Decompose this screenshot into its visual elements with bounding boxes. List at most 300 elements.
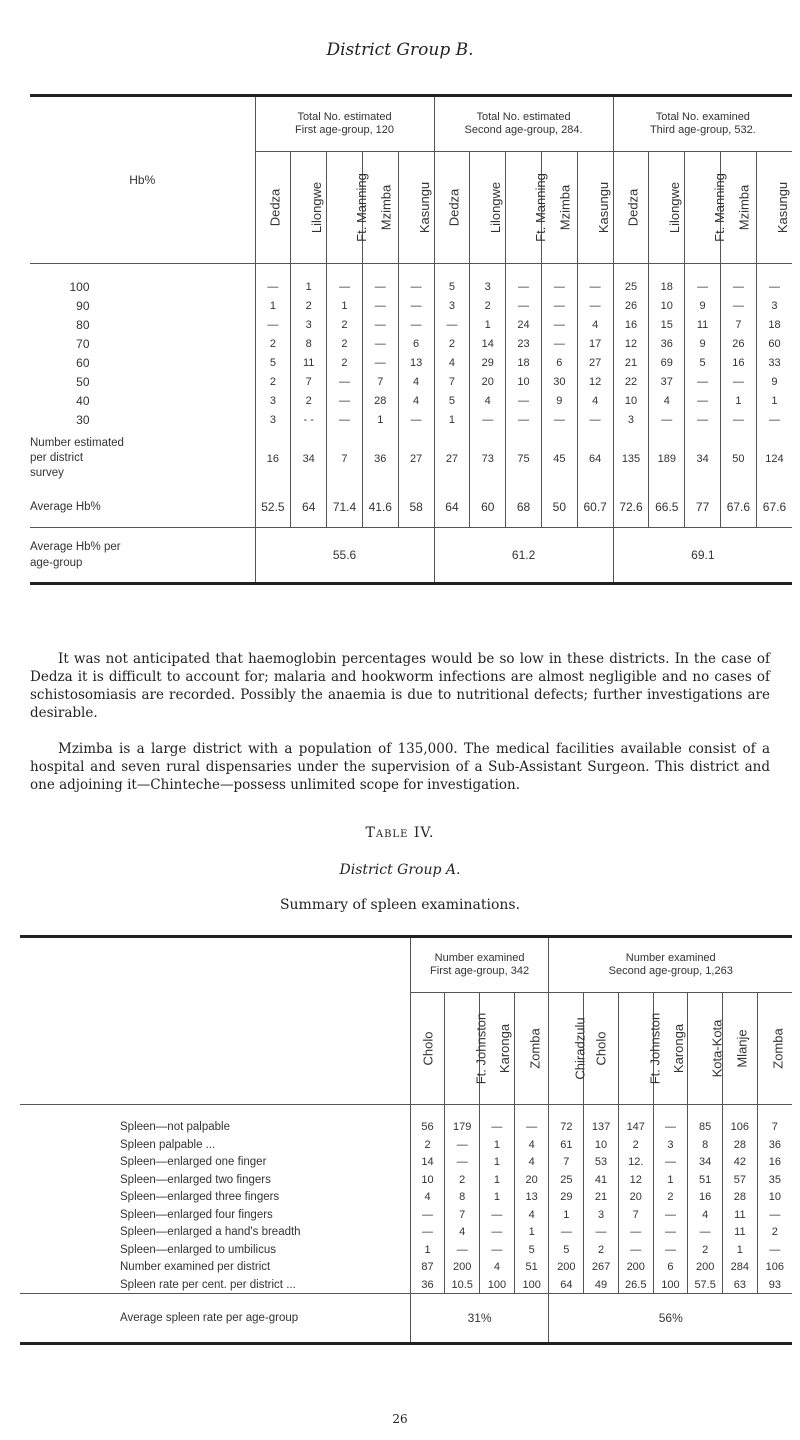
row-label: 70 (76, 337, 90, 351)
page-number: 26 (392, 1412, 408, 1426)
table-cell: — (756, 411, 792, 430)
table-cell: 18 (756, 316, 792, 335)
table-cell: 30 (541, 373, 577, 392)
column-header: Kota-Kota (688, 993, 723, 1105)
table-cell: — (255, 316, 291, 335)
column-header: Lilongwe (649, 152, 685, 264)
table-cell: 267 (584, 1259, 619, 1277)
column-header: Lilongwe (470, 152, 506, 264)
table-cell: 67.6 (756, 488, 792, 528)
table-cell: — (362, 278, 398, 297)
table-cell: 10 (506, 373, 542, 392)
table-cell: 1 (255, 297, 291, 316)
table-cell: — (255, 278, 291, 297)
table-cell: 71.4 (327, 488, 363, 528)
table-cell: 26.5 (618, 1276, 653, 1294)
table-cell: 53 (584, 1154, 619, 1172)
table-cell: — (480, 1241, 515, 1259)
table-cell: 27 (434, 430, 470, 488)
row-label: Spleen rate per cent. per district ... (120, 1278, 296, 1291)
table-cell: — (327, 278, 363, 297)
row-label: 40 (76, 394, 90, 408)
table-cell: 66.5 (649, 488, 685, 528)
table-cell: 18 (506, 354, 542, 373)
table-cell: 11 (723, 1224, 758, 1242)
table-cell: — (653, 1154, 688, 1172)
table-cell: — (541, 411, 577, 430)
row-label: Average Hb% per age-group (30, 528, 255, 584)
table-cell: 14 (470, 335, 506, 354)
row-label: 60 (76, 356, 90, 370)
table-cell: 3 (291, 316, 327, 335)
table-cell: 34 (688, 1154, 723, 1172)
table-cell: 36 (410, 1276, 445, 1294)
column-header: Ft. Johnston (445, 993, 480, 1105)
row-label: 50 (76, 375, 90, 389)
age-group-row (30, 528, 792, 584)
table-cell: 42 (723, 1154, 758, 1172)
table-cell: 4 (434, 354, 470, 373)
table-cell: 1 (480, 1154, 515, 1172)
table-row (20, 1136, 792, 1154)
spleen-row-header (20, 937, 410, 1105)
row-label: Spleen—enlarged to umbilicus (120, 1243, 276, 1256)
column-header: Ft. Manning (685, 152, 721, 264)
table-cell: 3 (470, 278, 506, 297)
table-cell: — (649, 411, 685, 430)
table-cell: 2 (327, 316, 363, 335)
table-row (20, 1259, 792, 1277)
table-cell: 5 (434, 392, 470, 411)
table-cell: 4 (514, 1136, 549, 1154)
table-cell: 63 (723, 1276, 758, 1294)
group-3-header: Total No. examined Third age-group, 532. (613, 96, 792, 152)
table-cell: 2 (470, 297, 506, 316)
table-cell: 36 (362, 430, 398, 488)
column-header: Dedza (255, 152, 291, 264)
paragraph-1: It was not anticipated that haemoglobin percentages would be so low in these districts. In the case of Dedza it is difficult to account for; malaria and hookworm infections are almost negligible and no cases of schistosomiasis are recorded. Possibly the anaemia is due to nutritional defects; further investigations are desirable. (30, 651, 770, 721)
table-cell: 5 (255, 354, 291, 373)
table-cell: — (398, 278, 434, 297)
table-cell: 29 (549, 1189, 584, 1207)
spleen-group-1-header: Number examined First age-group, 342 (410, 937, 549, 993)
table-cell: 17 (577, 335, 613, 354)
row-label: Spleen—enlarged two fingers (120, 1173, 271, 1186)
table-cell: 85 (688, 1119, 723, 1137)
table-cell: 16 (255, 430, 291, 488)
table-subheading: District Group A. (339, 862, 461, 878)
table-cell: 4 (688, 1206, 723, 1224)
table-cell: 7 (445, 1206, 480, 1224)
table-cell: — (362, 316, 398, 335)
table-cell: 2 (410, 1136, 445, 1154)
table-cell: — (685, 411, 721, 430)
table-cell: 100 (480, 1276, 515, 1294)
table-cell: 1 (720, 392, 756, 411)
table-cell: — (618, 1224, 653, 1242)
table-cell: — (541, 316, 577, 335)
column-header: Ft. Johnston (618, 993, 653, 1105)
table-cell: — (541, 297, 577, 316)
table-cell: 35 (757, 1171, 792, 1189)
table-cell: 93 (757, 1276, 792, 1294)
spleen-group-2-header: Number examined Second age-group, 1,263 (549, 937, 792, 993)
table-cell: — (549, 1224, 584, 1242)
row-label: Spleen—enlarged one finger (120, 1156, 267, 1169)
column-header: Zomba (514, 993, 549, 1105)
table-cell: 1 (434, 411, 470, 430)
table-cell: 3 (255, 411, 291, 430)
row-label: Average Hb% (30, 501, 101, 514)
table-row (20, 1171, 792, 1189)
table-cell: — (506, 411, 542, 430)
average-spleen-value: 56% (549, 1294, 792, 1344)
table-cell: 10 (757, 1189, 792, 1207)
row-label: Average spleen rate per age-group (20, 1294, 410, 1344)
table-cell: 1 (410, 1241, 445, 1259)
row-label: 80 (76, 318, 90, 332)
table-cell: — (685, 392, 721, 411)
table-cell: 10 (649, 297, 685, 316)
table-cell: 11 (685, 316, 721, 335)
paragraph-2: Mzimba is a large district with a population of 135,000. The medical facilities available consist of a hospital and seven rural dispensaries under the supervision of a Sub-Assistant Surgeon. This district and one adjoining it—Chinteche—possess unlimited scope for investigation. (30, 741, 770, 793)
table-cell: 4 (410, 1189, 445, 1207)
group-2-header: Total No. estimated Second age-group, 284. (434, 96, 613, 152)
table-cell: — (757, 1241, 792, 1259)
table-cell: 4 (398, 373, 434, 392)
table-cell: 7 (291, 373, 327, 392)
table-cell: 1 (480, 1189, 515, 1207)
table-cell: 124 (756, 430, 792, 488)
table-cell: — (577, 411, 613, 430)
table-cell: — (541, 278, 577, 297)
table-cell: 29 (470, 354, 506, 373)
table-row (20, 1154, 792, 1172)
table-cell: 7 (362, 373, 398, 392)
table-cell: 25 (549, 1171, 584, 1189)
table-cell: 28 (723, 1189, 758, 1207)
table-row (30, 335, 792, 354)
table-heading: Table IV. (365, 825, 435, 841)
table-row (20, 1241, 792, 1259)
age-group-value: 61.2 (434, 528, 613, 584)
hb-row-header: Hb% (30, 96, 255, 264)
table-cell: — (720, 297, 756, 316)
table-cell: 9 (685, 297, 721, 316)
table-cell: 73 (470, 430, 506, 488)
row-label: 90 (76, 299, 90, 313)
table-cell: 51 (514, 1259, 549, 1277)
column-header: Dedza (434, 152, 470, 264)
table-cell: 4 (445, 1224, 480, 1242)
row-label: 100 (69, 280, 90, 294)
table-cell: — (398, 316, 434, 335)
table-cell: 10 (584, 1136, 619, 1154)
table-cell: 51 (688, 1171, 723, 1189)
table-cell: 50 (720, 430, 756, 488)
table-row (20, 1189, 792, 1207)
table-caption: Summary of spleen examinations. (279, 897, 521, 913)
table-cell: — (720, 373, 756, 392)
table-cell: 15 (649, 316, 685, 335)
table-cell: 50 (541, 488, 577, 528)
spleen-table (20, 935, 792, 1345)
table-cell: 41.6 (362, 488, 398, 528)
table-cell: 4 (470, 392, 506, 411)
table-cell: 7 (618, 1206, 653, 1224)
table-cell: 9 (756, 373, 792, 392)
table-cell: — (398, 297, 434, 316)
column-header: Kasungu (756, 152, 792, 264)
table-cell: 52.5 (255, 488, 291, 528)
table-cell: 3 (613, 411, 649, 430)
column-header: Mzimba (362, 152, 398, 264)
column-header: Chiradzulu (549, 993, 584, 1105)
table-cell: 7 (720, 316, 756, 335)
table-cell: 4 (577, 392, 613, 411)
table-cell: 12 (577, 373, 613, 392)
table-cell: 16 (757, 1154, 792, 1172)
table-cell: 16 (688, 1189, 723, 1207)
age-group-value: 69.1 (613, 528, 792, 584)
table-cell: — (757, 1206, 792, 1224)
table-cell: 49 (584, 1276, 619, 1294)
table-cell: 4 (480, 1259, 515, 1277)
table-cell: 60.7 (577, 488, 613, 528)
table-cell: — (480, 1206, 515, 1224)
table-cell: 56 (410, 1119, 445, 1137)
table-cell: 2 (255, 373, 291, 392)
table-row (20, 1224, 792, 1242)
row-label: Number estimated per district survey (30, 437, 124, 479)
table-cell: 2 (584, 1241, 619, 1259)
table-cell: 64 (291, 488, 327, 528)
table-cell: — (506, 297, 542, 316)
table-row (30, 392, 792, 411)
table-cell: 3 (255, 392, 291, 411)
table-cell: 4 (514, 1154, 549, 1172)
table-cell: 69 (649, 354, 685, 373)
table-cell: 28 (362, 392, 398, 411)
row-label: Spleen—enlarged four fingers (120, 1208, 273, 1221)
table-cell: 37 (649, 373, 685, 392)
age-group-value: 55.6 (255, 528, 434, 584)
table-cell: - - (291, 411, 327, 430)
average-spleen-row (20, 1294, 792, 1344)
average-spleen-value: 31% (410, 1294, 549, 1344)
table-cell: — (514, 1119, 549, 1137)
table-cell: 5 (549, 1241, 584, 1259)
table-cell: — (470, 411, 506, 430)
table-cell: 1 (723, 1241, 758, 1259)
table-cell: 10 (613, 392, 649, 411)
table-row (30, 297, 792, 316)
table-cell: 64 (549, 1276, 584, 1294)
table-cell: 20 (514, 1171, 549, 1189)
table-cell: 64 (577, 430, 613, 488)
table-cell: 28 (723, 1136, 758, 1154)
table-cell: — (480, 1224, 515, 1242)
table-cell: 2 (688, 1241, 723, 1259)
table-cell: 10 (410, 1171, 445, 1189)
table-cell: 9 (685, 335, 721, 354)
table-cell: — (410, 1224, 445, 1242)
table-cell: — (653, 1206, 688, 1224)
table-cell: 137 (584, 1119, 619, 1137)
table-row (30, 373, 792, 392)
column-header: Lilongwe (291, 152, 327, 264)
table-cell: 100 (514, 1276, 549, 1294)
table-cell: 60 (756, 335, 792, 354)
row-label: 30 (76, 413, 90, 427)
table-cell: 12 (613, 335, 649, 354)
table-cell: 8 (291, 335, 327, 354)
table-cell: 26 (720, 335, 756, 354)
table-cell: 27 (577, 354, 613, 373)
column-header: Dedza (613, 152, 649, 264)
table-cell: 33 (756, 354, 792, 373)
table-cell: 1 (480, 1171, 515, 1189)
table-row (30, 354, 792, 373)
hb-table (30, 94, 792, 585)
table-cell: 24 (506, 316, 542, 335)
table-cell: 34 (685, 430, 721, 488)
row-label: Spleen—enlarged a hand's breadth (120, 1226, 301, 1239)
table-cell: 2 (618, 1136, 653, 1154)
table-cell: 77 (685, 488, 721, 528)
table-cell: 41 (584, 1171, 619, 1189)
column-header: Ft. Manning (506, 152, 542, 264)
column-header: Cholo (410, 993, 445, 1105)
table-cell: 13 (514, 1189, 549, 1207)
table-cell: 2 (327, 354, 363, 373)
table-cell: 1 (327, 297, 363, 316)
table-cell: 20 (470, 373, 506, 392)
table-cell: 2 (757, 1224, 792, 1242)
table-cell: 3 (653, 1136, 688, 1154)
table-cell: — (362, 297, 398, 316)
table-cell: 16 (720, 354, 756, 373)
table-cell: 75 (506, 430, 542, 488)
table-cell: 2 (327, 335, 363, 354)
table-cell: 106 (757, 1259, 792, 1277)
table-cell: — (577, 297, 613, 316)
table-cell: 13 (398, 354, 434, 373)
table-cell: 34 (291, 430, 327, 488)
table-cell: — (445, 1154, 480, 1172)
table-cell: — (541, 335, 577, 354)
table-cell: 1 (480, 1136, 515, 1154)
row-label: Number examined per district (120, 1261, 271, 1274)
table-cell: 3 (434, 297, 470, 316)
column-header: Cholo (584, 993, 619, 1105)
table-cell: 21 (584, 1189, 619, 1207)
table-cell: — (506, 278, 542, 297)
table-cell: 5 (514, 1241, 549, 1259)
table-cell: 4 (649, 392, 685, 411)
row-label: Spleen—not palpable (120, 1121, 230, 1134)
table-cell: 60 (470, 488, 506, 528)
table-cell: — (653, 1224, 688, 1242)
table-cell: 20 (618, 1189, 653, 1207)
table-cell: 36 (649, 335, 685, 354)
table-cell: 106 (723, 1119, 758, 1137)
table-cell: 8 (688, 1136, 723, 1154)
column-header: Mlanje (723, 993, 758, 1105)
table-cell: 2 (653, 1189, 688, 1207)
page-title: District Group B. (326, 40, 474, 60)
row-label: Spleen palpable ... (120, 1138, 216, 1151)
table-cell: 72.6 (613, 488, 649, 528)
table-cell: — (410, 1206, 445, 1224)
table-row (30, 411, 792, 430)
table-cell: 4 (577, 316, 613, 335)
table-cell: 8 (445, 1189, 480, 1207)
table-cell: — (362, 335, 398, 354)
column-header: Kasungu (577, 152, 613, 264)
table-cell: 1 (291, 278, 327, 297)
table-cell: 12. (618, 1154, 653, 1172)
table-cell: 2 (434, 335, 470, 354)
table-cell: 64 (434, 488, 470, 528)
table-cell: 22 (613, 373, 649, 392)
table-cell: — (327, 392, 363, 411)
table-cell: — (618, 1241, 653, 1259)
table-cell: 16 (613, 316, 649, 335)
table-cell: 18 (649, 278, 685, 297)
column-header: Karonga (480, 993, 515, 1105)
table-cell: — (327, 411, 363, 430)
table-cell: — (653, 1119, 688, 1137)
table-cell: 68 (506, 488, 542, 528)
column-header: Karonga (653, 993, 688, 1105)
row-label: Spleen—enlarged three fingers (120, 1191, 280, 1204)
table-cell: 5 (685, 354, 721, 373)
column-header: Mzimba (541, 152, 577, 264)
table-cell: — (362, 354, 398, 373)
table-cell: 57.5 (688, 1276, 723, 1294)
column-header: Ft. Manning (327, 152, 363, 264)
table-cell: 6 (653, 1259, 688, 1277)
table-cell: 1 (653, 1171, 688, 1189)
table-cell: 7 (327, 430, 363, 488)
table-cell: — (445, 1241, 480, 1259)
table-row (30, 278, 792, 297)
table-cell: 11 (291, 354, 327, 373)
table-cell: — (480, 1119, 515, 1137)
table-cell: — (720, 278, 756, 297)
table-cell: 10.5 (445, 1276, 480, 1294)
table-cell: 14 (410, 1154, 445, 1172)
table-cell: — (327, 373, 363, 392)
table-cell: 6 (541, 354, 577, 373)
table-cell: 135 (613, 430, 649, 488)
column-header: Kasungu (398, 152, 434, 264)
table-cell: 200 (445, 1259, 480, 1277)
table-cell: 21 (613, 354, 649, 373)
table-cell: 7 (757, 1119, 792, 1137)
table-cell: 27 (398, 430, 434, 488)
table-cell: 36 (757, 1136, 792, 1154)
table-cell: 67.6 (720, 488, 756, 528)
column-header: Zomba (757, 993, 792, 1105)
table-cell: 11 (723, 1206, 758, 1224)
table-cell: 3 (584, 1206, 619, 1224)
table-cell: 179 (445, 1119, 480, 1137)
table-cell: 1 (514, 1224, 549, 1242)
table-cell: 1 (549, 1206, 584, 1224)
table-cell: — (653, 1241, 688, 1259)
